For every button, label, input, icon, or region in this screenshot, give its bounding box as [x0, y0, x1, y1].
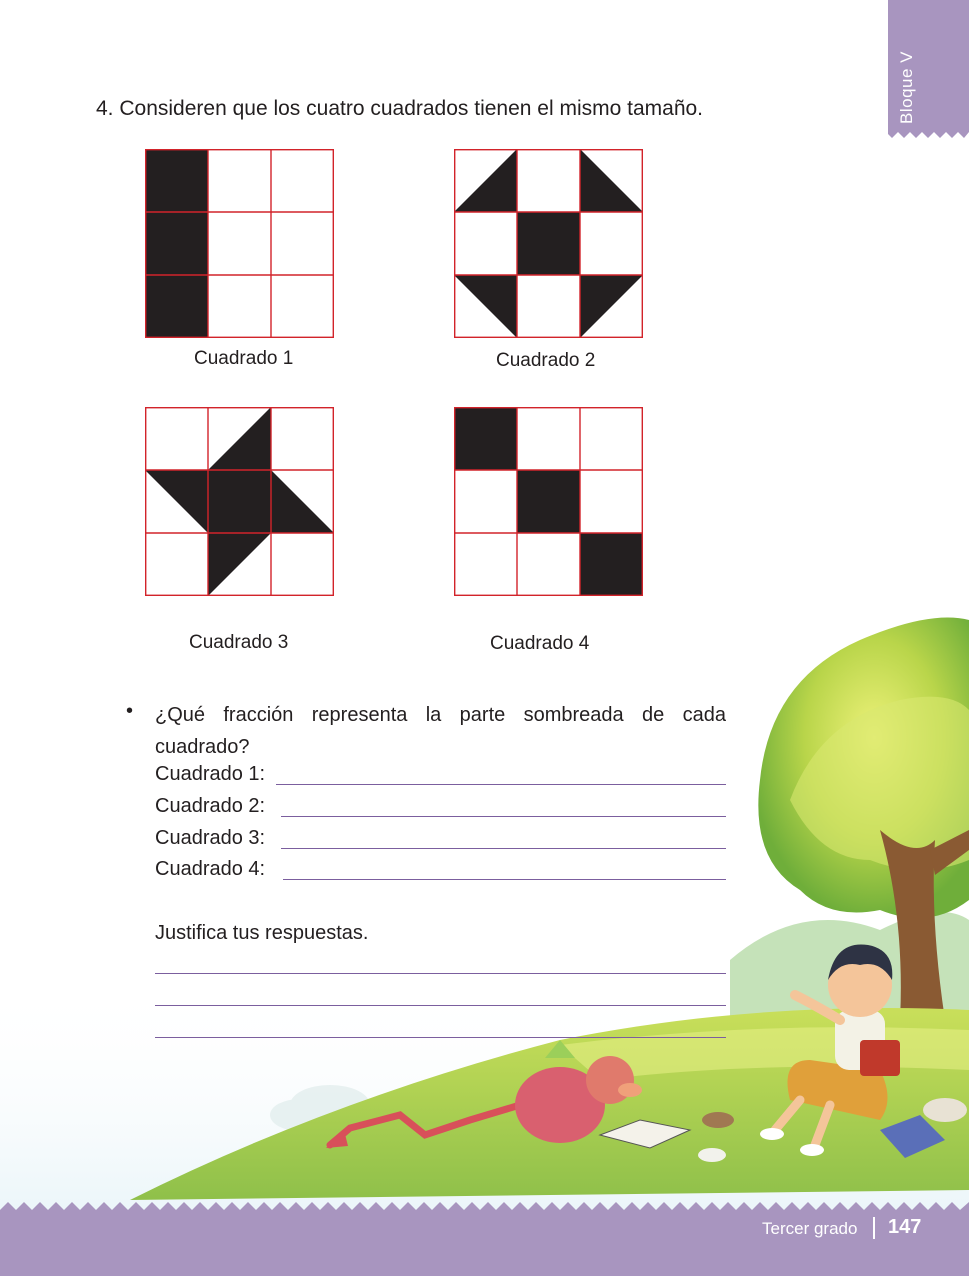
- answer-label-4: Cuadrado 4:: [155, 858, 266, 880]
- justify-line-2[interactable]: [155, 1005, 726, 1006]
- square-3-figure: [145, 407, 334, 596]
- answer-line-1[interactable]: [276, 784, 726, 785]
- answer-label-3: Cuadrado 3:: [155, 827, 266, 849]
- bullet-dot: •: [126, 700, 134, 722]
- square-2-caption: Cuadrado 2: [496, 350, 596, 371]
- square-1-figure: [145, 149, 334, 338]
- answer-label-1: Cuadrado 1:: [155, 763, 266, 785]
- square-4-caption: Cuadrado 4: [490, 633, 590, 654]
- side-tab-label: Bloque V: [897, 51, 916, 124]
- answer-line-2[interactable]: [281, 816, 726, 817]
- answer-line-3[interactable]: [281, 848, 726, 849]
- square-4-figure: [454, 407, 643, 596]
- square-1-caption: Cuadrado 1: [194, 348, 294, 369]
- square-2-figure: [454, 149, 643, 338]
- square-3-caption: Cuadrado 3: [189, 632, 289, 653]
- footer-separator: [873, 1217, 875, 1239]
- justify-line-3[interactable]: [155, 1037, 726, 1038]
- bullet-question: ¿Qué fracción representa la parte sombreada de cada cuadrado?: [155, 704, 726, 758]
- answer-line-4[interactable]: [283, 879, 726, 880]
- page-number: 147: [888, 1216, 922, 1238]
- question-title: 4. Consideren que los cuatro cuadrados tienen el mismo tamaño.: [96, 97, 704, 120]
- answer-label-2: Cuadrado 2:: [155, 795, 266, 817]
- justify-line-1[interactable]: [155, 973, 726, 974]
- footer-grade: Tercer grado: [762, 1219, 858, 1238]
- justify-label: Justifica tus respuestas.: [155, 922, 369, 944]
